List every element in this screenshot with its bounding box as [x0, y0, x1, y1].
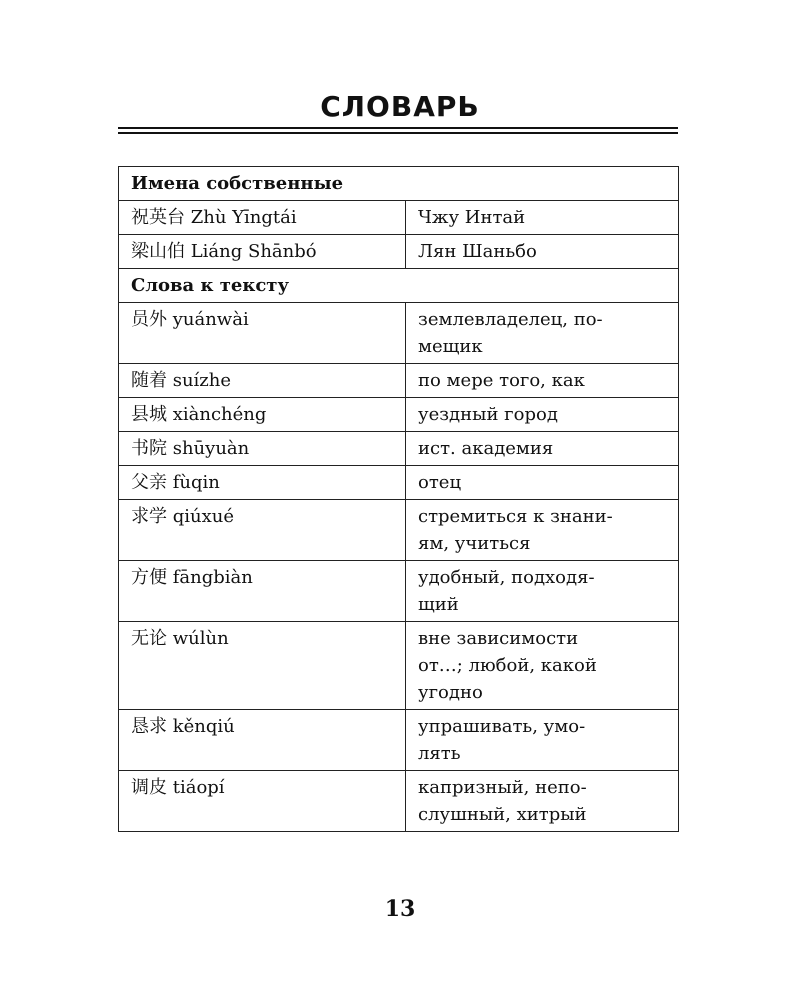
page-title: СЛОВАРЬ	[320, 90, 480, 123]
section-heading-row	[119, 269, 679, 303]
section-heading: Имена собственные	[119, 167, 679, 201]
table-row	[119, 303, 679, 364]
translation-cell: упрашивать, умо- лять	[406, 710, 679, 771]
translation-cell: ист. академия	[406, 432, 679, 466]
table-row	[119, 201, 679, 235]
translation-cell: уездный город	[406, 398, 679, 432]
section-heading-row	[119, 167, 679, 201]
title-rule-top	[118, 127, 678, 129]
translation-cell: удобный, подходя- щий	[406, 561, 679, 622]
term-cell: 父亲 fùqin	[119, 466, 406, 500]
translation-cell: землевладелец, по- мещик	[406, 303, 679, 364]
page-number: 13	[384, 896, 416, 922]
table-row	[119, 622, 679, 710]
table-row	[119, 771, 679, 832]
translation-cell: по мере того, как	[406, 364, 679, 398]
term-cell: 方便 fāngbiàn	[119, 561, 406, 622]
vocabulary-table	[118, 166, 679, 832]
title-rule-bottom	[118, 132, 678, 134]
section-heading: Слова к тексту	[119, 269, 679, 303]
table-row	[119, 710, 679, 771]
term-cell: 恳求 kěnqiú	[119, 710, 406, 771]
translation-cell: отец	[406, 466, 679, 500]
vocabulary-table-body	[119, 167, 679, 832]
translation-cell: Чжу Интай	[406, 201, 679, 235]
term-cell: 员外 yuánwài	[119, 303, 406, 364]
table-row	[119, 466, 679, 500]
table-row	[119, 432, 679, 466]
term-cell: 无论 wúlùn	[119, 622, 406, 710]
table-row	[119, 561, 679, 622]
term-cell: 调皮 tiáopí	[119, 771, 406, 832]
term-cell: 祝英台 Zhù Yīngtái	[119, 201, 406, 235]
table-row	[119, 398, 679, 432]
term-cell: 县城 xiànchéng	[119, 398, 406, 432]
table-row	[119, 500, 679, 561]
translation-cell: капризный, непо- слушный, хитрый	[406, 771, 679, 832]
table-row	[119, 364, 679, 398]
term-cell: 随着 suízhe	[119, 364, 406, 398]
term-cell: 梁山伯 Liáng Shānbó	[119, 235, 406, 269]
term-cell: 求学 qiúxué	[119, 500, 406, 561]
translation-cell: Лян Шаньбо	[406, 235, 679, 269]
term-cell: 书院 shūyuàn	[119, 432, 406, 466]
table-row	[119, 235, 679, 269]
translation-cell: вне зависимости от…; любой, какой угодно	[406, 622, 679, 710]
translation-cell: стремиться к знани- ям, учиться	[406, 500, 679, 561]
